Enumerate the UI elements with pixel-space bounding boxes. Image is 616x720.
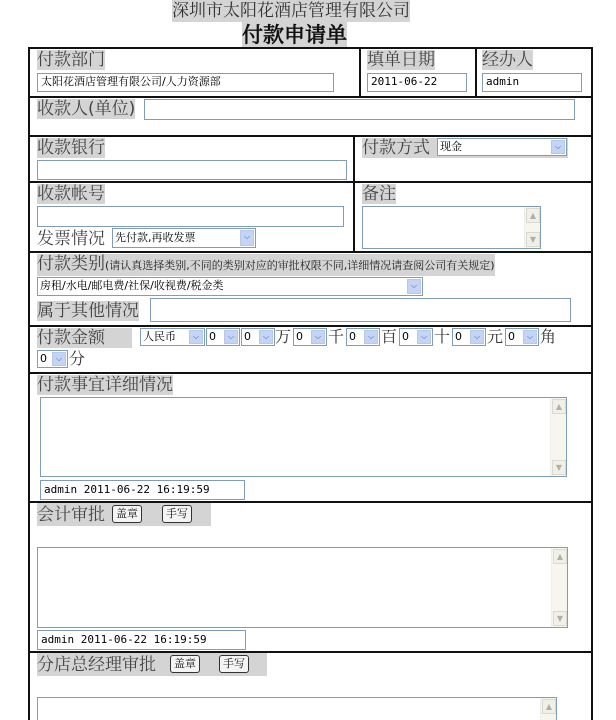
row-divider xyxy=(28,181,593,183)
other-input[interactable] xyxy=(150,298,571,322)
digit-value: 0 xyxy=(508,330,515,343)
category-label: 付款类别 xyxy=(37,254,105,274)
account-label: 收款帐号 xyxy=(37,184,105,204)
digit-select[interactable] xyxy=(452,328,486,346)
digit-select[interactable] xyxy=(505,328,539,346)
category-header xyxy=(37,254,495,276)
remark-textarea[interactable] xyxy=(362,206,541,249)
chevron-down-icon: ⌵ xyxy=(259,330,273,344)
date-label: 填单日期 xyxy=(367,50,435,70)
form-title: 付款申请单 xyxy=(242,23,347,47)
digit-value: 0 xyxy=(296,330,303,343)
scrollbar[interactable] xyxy=(524,207,540,248)
unit-label: 万 xyxy=(275,327,292,346)
table-border-right xyxy=(591,47,593,720)
digit-select[interactable] xyxy=(241,328,275,346)
category-note: (请认真选择类别,不同的类别对应的审批权限不同,详细情况请查阅公司有关规定) xyxy=(105,259,495,272)
payee-label: 收款人(单位) xyxy=(37,99,136,119)
chevron-down-icon: ⌵ xyxy=(52,352,66,366)
branch-manager-label: 分店总经理审批 xyxy=(37,655,156,675)
chevron-down-icon: ⌵ xyxy=(240,230,254,246)
date-input[interactable]: 2011-06-22 xyxy=(367,73,467,92)
digit-select[interactable] xyxy=(37,350,68,368)
row-divider xyxy=(28,96,593,98)
scroll-up-icon[interactable]: ▲ xyxy=(542,699,556,714)
row-divider xyxy=(28,372,593,374)
digit-select[interactable] xyxy=(206,328,240,346)
scroll-down-icon[interactable]: ▼ xyxy=(526,232,540,247)
branch-manager-stamp-button[interactable]: 盖章 xyxy=(170,655,200,673)
digit-value: 0 xyxy=(455,330,462,343)
bank-label: 收款银行 xyxy=(37,138,105,158)
chevron-down-icon: ⌵ xyxy=(189,330,203,344)
digit-value: 0 xyxy=(349,330,356,343)
digit-value: 0 xyxy=(402,330,409,343)
handler-input[interactable]: admin xyxy=(482,73,582,92)
chevron-down-icon: ⌵ xyxy=(311,330,325,344)
scroll-up-icon[interactable]: ▲ xyxy=(552,399,566,414)
unit-label: 千 xyxy=(328,327,345,346)
chevron-down-icon: ⌵ xyxy=(470,330,484,344)
unit-label: 十 xyxy=(434,327,451,346)
branch-manager-handwrite-button[interactable]: 手写 xyxy=(219,655,249,673)
method-select[interactable] xyxy=(437,138,567,156)
digit-select[interactable] xyxy=(293,328,327,346)
chevron-down-icon: ⌵ xyxy=(224,330,238,344)
method-selected: 现金 xyxy=(440,140,462,153)
digit-value: 0 xyxy=(244,330,251,343)
dept-input[interactable]: 太阳花酒店管理有限公司/人力资源部 xyxy=(37,73,334,92)
divider-handler xyxy=(475,47,477,97)
category-select[interactable] xyxy=(37,277,423,296)
details-signature: admin 2011-06-22 16:19:59 xyxy=(40,480,245,500)
accounting-handwrite-button[interactable]: 手写 xyxy=(162,505,192,523)
scroll-down-icon[interactable]: ▼ xyxy=(553,611,567,626)
divider-method xyxy=(353,135,355,252)
amount-label: 付款金额 xyxy=(37,328,132,348)
unit-label: 元 xyxy=(487,327,504,346)
row-divider xyxy=(28,325,593,327)
company-name: 深圳市太阳花酒店管理有限公司 xyxy=(172,1,410,21)
row-divider xyxy=(28,135,593,137)
invoice-select[interactable] xyxy=(112,228,256,248)
category-selected: 房租/水电/邮电费/社保/收视费/税金类 xyxy=(40,279,224,292)
payee-input[interactable] xyxy=(144,99,575,120)
dept-label: 付款部门 xyxy=(37,50,105,70)
accounting-label: 会计审批 xyxy=(37,505,105,525)
chevron-down-icon: ⌵ xyxy=(417,330,431,344)
scrollbar[interactable] xyxy=(550,398,566,476)
currency-select[interactable] xyxy=(140,328,205,346)
digit-select[interactable] xyxy=(346,328,380,346)
method-label: 付款方式 xyxy=(362,138,568,158)
invoice-label: 发票情况 xyxy=(37,229,105,249)
accounting-stamp-button[interactable]: 盖章 xyxy=(112,505,142,523)
scroll-down-icon[interactable]: ▼ xyxy=(552,460,566,475)
chevron-down-icon: ⌵ xyxy=(364,330,378,344)
chevron-down-icon: ⌵ xyxy=(407,279,421,294)
account-input[interactable] xyxy=(37,206,344,227)
unit-label: 角 xyxy=(540,327,557,346)
digit-value: 0 xyxy=(209,330,216,343)
accounting-signature: admin 2011-06-22 16:19:59 xyxy=(37,630,246,650)
row-divider xyxy=(28,251,593,253)
accounting-textarea[interactable] xyxy=(37,547,568,628)
remark-label: 备注 xyxy=(362,184,396,204)
currency-selected: 人民币 xyxy=(143,330,176,343)
scroll-up-icon[interactable]: ▲ xyxy=(553,549,567,564)
digit-value: 0 xyxy=(40,352,47,365)
digit-select[interactable] xyxy=(399,328,433,346)
details-label: 付款事宜详细情况 xyxy=(37,375,173,395)
scrollbar[interactable] xyxy=(551,548,567,627)
table-border-left xyxy=(28,47,30,720)
handler-label: 经办人 xyxy=(482,50,533,70)
chevron-down-icon: ⌵ xyxy=(551,140,565,154)
bank-input[interactable] xyxy=(37,160,347,180)
branch-manager-textarea[interactable] xyxy=(37,697,557,720)
unit-label: 分 xyxy=(69,349,86,368)
scrollbar[interactable] xyxy=(540,698,556,720)
unit-label: 百 xyxy=(381,327,398,346)
table-border-top xyxy=(28,47,593,49)
other-label: 属于其他情况 xyxy=(37,301,139,321)
chevron-down-icon: ⌵ xyxy=(523,330,537,344)
details-textarea[interactable] xyxy=(40,397,567,477)
invoice-selected: 先付款,再收发票 xyxy=(115,231,196,244)
scroll-up-icon[interactable]: ▲ xyxy=(526,208,540,223)
divider-date xyxy=(359,47,361,97)
